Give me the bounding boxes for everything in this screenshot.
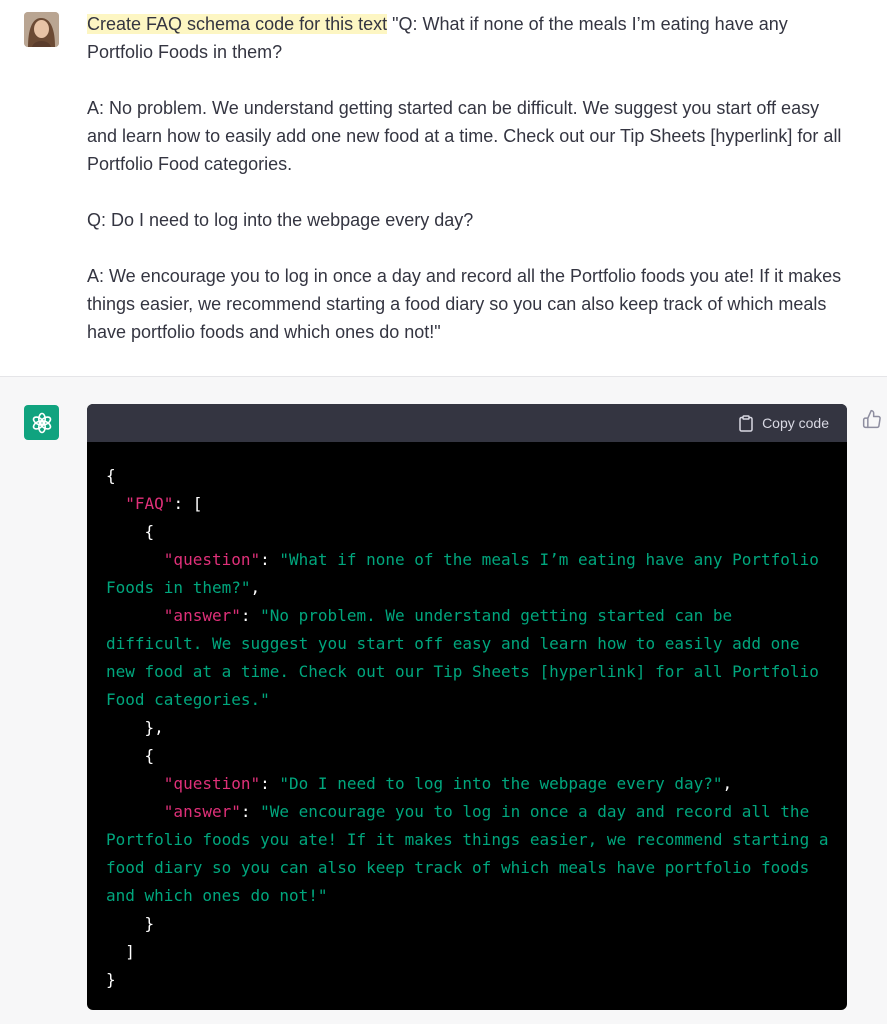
user-message <box>0 0 887 376</box>
json-key-question: "question" <box>163 774 261 793</box>
code-token: : <box>240 606 261 625</box>
code-token: }, <box>144 718 164 737</box>
code-token: { <box>144 522 155 541</box>
code-token: : [ <box>173 494 203 513</box>
user-question-2: Q: Do I need to log into the webpage every day? <box>87 210 474 230</box>
code-token: , <box>250 578 261 597</box>
code-token: } <box>144 914 155 933</box>
code-token: ] <box>125 942 135 961</box>
openai-logo-icon <box>24 405 59 440</box>
copy-code-button[interactable] <box>739 404 829 442</box>
thumbs-up-icon[interactable] <box>862 409 882 429</box>
highlighted-prompt: Create FAQ schema code for this text <box>87 14 388 34</box>
user-question-1: "Q: What if none of the meals I’m eating have any Portfolio Foods in them? <box>87 14 788 62</box>
code-content <box>106 462 839 994</box>
code-token: , <box>722 774 733 793</box>
copy-code-label: Copy code <box>762 415 829 431</box>
code-block-header <box>87 404 847 442</box>
user-answer-2: A: We encourage you to log in once a day and record all the Portfolio foods you ate! If it makes things easier, we recommend starting a food diary so you can also keep track of which meals have portfolio foods and which ones do not!" <box>87 266 842 342</box>
assistant-message <box>0 376 887 1024</box>
user-avatar <box>24 12 59 47</box>
code-token: : <box>260 550 280 569</box>
code-token: { <box>106 466 116 485</box>
code-token: : <box>240 802 261 821</box>
json-key-answer: "answer" <box>163 606 241 625</box>
code-block <box>87 404 847 1010</box>
user-message-text <box>87 10 847 346</box>
json-string-answer-1: "No problem. We understand getting started can be difficult. We suggest you start off easy and learn how to easily add one new food at a time. Check out our Tip Sheets [hyperlink] for all Portfolio Food categories." <box>106 606 829 709</box>
json-string-question-2: "Do I need to log into the webpage every day?" <box>279 774 723 793</box>
json-string-answer-2: "We encourage you to log in once a day and record all the Portfolio foods you ate! If it makes things easier, we recommend starting a food diary so you can also keep track of which meals have portfolio foods and which ones do not!" <box>106 802 839 905</box>
json-key-answer: "answer" <box>163 802 241 821</box>
code-token: : <box>260 774 280 793</box>
json-string-question-1: "What if none of the meals I’m eating have any Portfolio Foods in them?" <box>106 550 829 597</box>
code-token: } <box>106 970 116 989</box>
user-answer-1: A: No problem. We understand getting started can be difficult. We suggest you start off easy and learn how to easily add one new food at a time. Check out our Tip Sheets [hyperlink] for all Portfolio Food categories. <box>87 98 842 174</box>
code-token: { <box>144 746 155 765</box>
json-key-faq: "FAQ" <box>125 494 174 513</box>
clipboard-icon <box>739 415 753 432</box>
json-key-question: "question" <box>163 550 261 569</box>
